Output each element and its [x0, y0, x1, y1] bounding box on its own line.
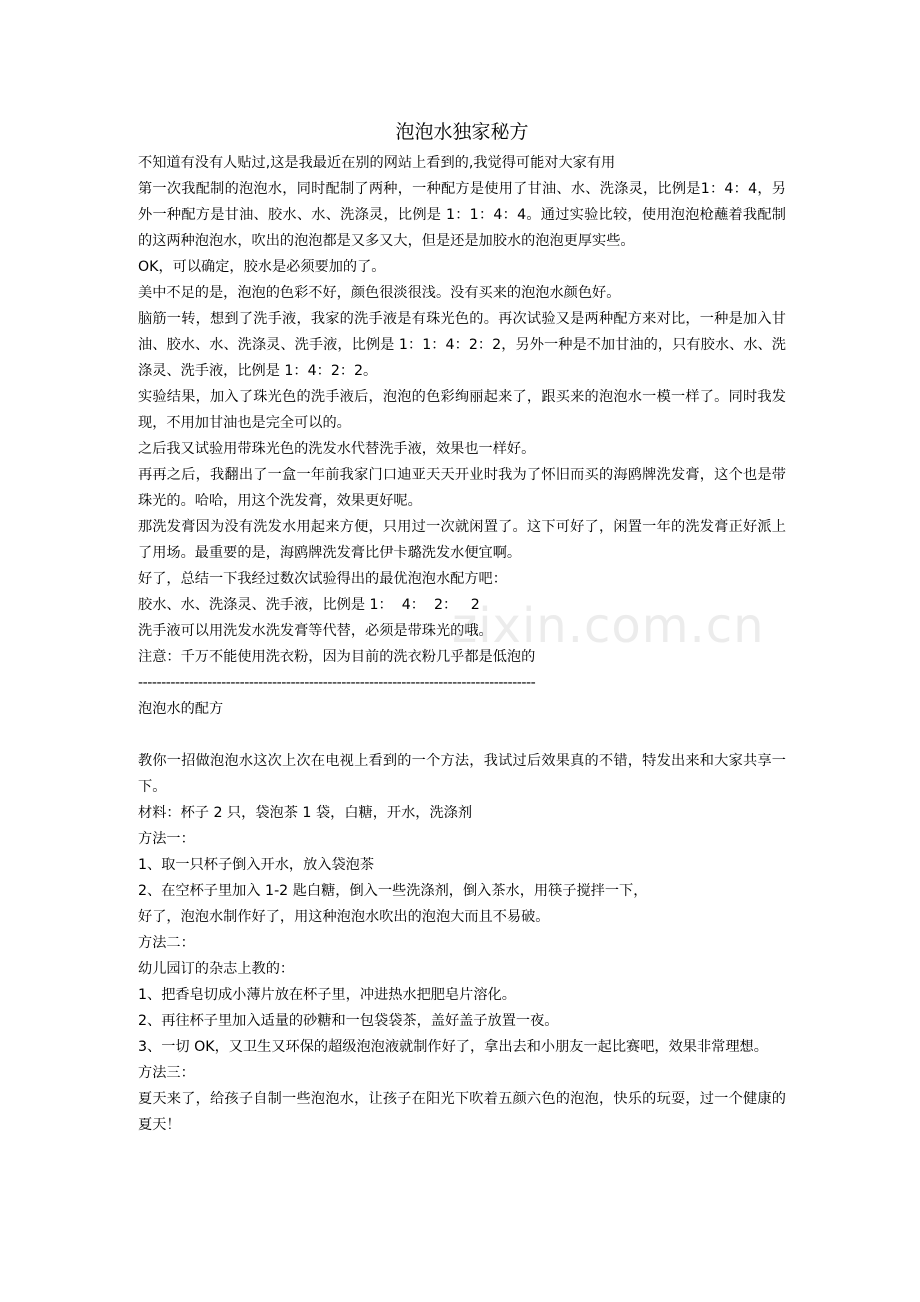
- heading-method-two: 方法二：: [138, 935, 195, 951]
- blank-line: [138, 722, 786, 748]
- method-one-result: 好了，泡泡水制作好了，用这种泡泡水吹出的泡泡大而且不易破。: [138, 909, 550, 925]
- watermark: zixin.com.cn: [452, 598, 765, 654]
- section-heading-recipe: 泡泡水的配方: [138, 701, 224, 717]
- paragraph-second-experiment: 脑筋一转，想到了洗手液，我家的洗手液是有珠光色的。再次试验又是两种配方来对比，一种是加入甘油、胶水、水、洗涤灵、洗手液，比例是 1：1：4：2：2，另外一种是不加甘油的，只有胶水、水、洗涤灵、洗手液，比例是 1：4：2：2。: [138, 311, 786, 379]
- paragraph-shampoo-test: 之后我又试验用带珠光色的洗发水代替洗手液，效果也一样好。: [138, 441, 536, 457]
- divider-line: --------------------------------------------------------------------------------------: [138, 675, 536, 691]
- paragraph-intro: 不知道有没有人贴过,这是我最近在别的网站上看到的,我觉得可能对大家有用: [138, 155, 616, 171]
- paragraph-materials: 材料：杯子 2 只，袋泡茶 1 袋，白糖，开水，洗涤剂: [138, 805, 473, 821]
- method-three-intro: 夏天来了，给孩子自制一些泡泡水，让孩子在阳光下吹着五颜六色的泡泡，快乐的玩耍，过一个健康的夏天！: [138, 1091, 786, 1133]
- method-one-step-2: 2、在空杯子里加入 1-2 匙白糖，倒入一些洗涤剂，倒入茶水，用筷子搅拌一下，: [138, 883, 648, 899]
- paragraph-shampoo-cream-use: 那洗发膏因为没有洗发水用起来方便，只用过一次就闲置了。这下可好了，闲置一年的洗发膏正好派上了用场。最重要的是，海鸥牌洗发膏比伊卡璐洗发水便宜啊。: [138, 519, 786, 561]
- paragraph-first-experiment: 第一次我配制的泡泡水，同时配制了两种，一种配方是使用了甘油、水、洗涤灵，比例是1：4：4，另外一种配方是甘油、胶水、水、洗涤灵，比例是 1：1：4：4。通过实验比较，使用泡泡枪蘸着我配制的这两种泡泡水，吹出的泡泡都是又多又大，但是还是加胶水的泡泡更厚实些。: [138, 181, 786, 249]
- method-one-step-1: 1、取一只杯子倒入开水，放入袋泡茶: [138, 857, 375, 873]
- method-two-step-2: 2、再往杯子里加入适量的砂糖和一包袋袋茶，盖好盖子放置一夜。: [138, 1013, 559, 1029]
- heading-method-one: 方法一：: [138, 831, 195, 847]
- paragraph-color-problem: 美中不足的是，泡泡的色彩不好，颜色很淡很浅。没有买来的泡泡水颜色好。: [138, 285, 621, 301]
- paragraph-glue-conclusion: OK，可以确定，胶水是必须要加的了。: [138, 259, 386, 275]
- paragraph-best-ratio: 胶水、水、洗涤灵、洗手液，比例是 1： 4： 2： 2: [138, 597, 480, 613]
- paragraph-substitute-note: 洗手液可以用洗发水洗发膏等代替，必须是带珠光的哦。: [138, 623, 493, 639]
- document-page: [138, 118, 786, 1138]
- paragraph-shampoo-cream: 再再之后，我翻出了一盒一年前我家门口迪亚天天开业时我为了怀旧而买的海鸥牌洗发膏，这个也是带珠光的。哈哈，用这个洗发膏，效果更好呢。: [138, 467, 786, 509]
- paragraph-tv-method: 教你一招做泡泡水这次上次在电视上看到的一个方法，我试过后效果真的不错，特发出来和大家共享一下。: [138, 753, 786, 795]
- method-two-step-1: 1、把香皂切成小薄片放在杯子里，冲进热水把肥皂片溶化。: [138, 987, 516, 1003]
- method-two-step-3: 3、一切 OK，又卫生又环保的超级泡泡液就制作好了，拿出去和小朋友一起比赛吧，效果非常理想。: [138, 1039, 768, 1055]
- paragraph-summary-intro: 好了，总结一下我经过数次试验得出的最优泡泡水配方吧：: [138, 571, 507, 587]
- heading-method-three: 方法三：: [138, 1065, 195, 1081]
- paragraph-experiment-result: 实验结果，加入了珠光色的洗手液后，泡泡的色彩绚丽起来了，跟买来的泡泡水一模一样了。同时我发现，不用加甘油也是完全可以的。: [138, 389, 786, 431]
- paragraph-warning: 注意：千万不能使用洗衣粉，因为目前的洗衣粉几乎都是低泡的: [138, 649, 536, 665]
- method-two-source: 幼儿园订的杂志上教的：: [138, 961, 295, 977]
- document-title: 泡泡水独家秘方: [395, 121, 529, 143]
